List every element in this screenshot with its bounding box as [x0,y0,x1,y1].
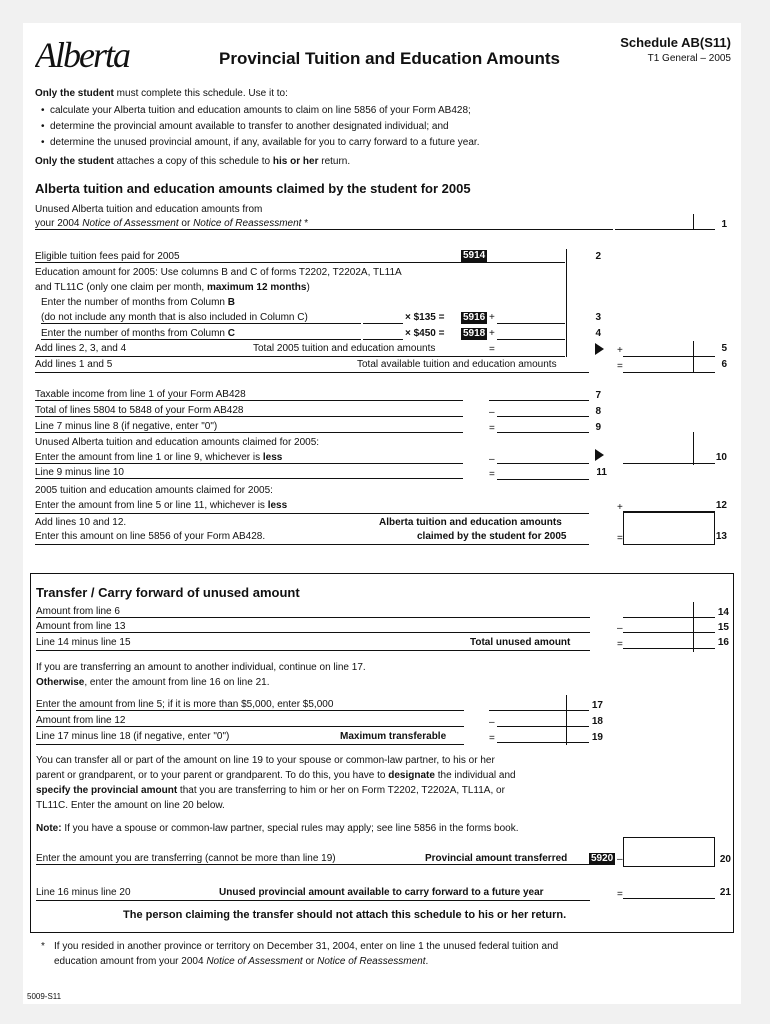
intro-bullet: • determine the unused provincial amount, if any, available for you to carry forward to a future year. [50,137,480,149]
alberta-logo [35,39,155,73]
transfer-paragraph: parent or grandparent, or to your parent or grandparent. To do this, you have to designate the individual and [36,770,516,781]
code-5920: 5920 [591,853,614,864]
no-attach-notice: The person claiming the transfer should not attach this schedule to his or her return. [123,909,567,921]
transfer-instruction: If you are transferring an amount to another individual, continue on line 17. [36,662,366,673]
line-number: 1 [721,219,727,230]
line-number: 12 [715,500,727,511]
transfer-paragraph: You can transfer all or part of the amount on line 19 to your spouse or common-law partner, to his or her [36,755,495,766]
line15-field[interactable] [623,619,715,633]
code-5916: 5916 [463,312,486,323]
line10-field[interactable] [623,450,715,464]
footnote-star: * [41,941,45,952]
line19-field[interactable] [497,729,589,743]
footnote-text: If you resided in another province or territory on December 31, 2004, enter on line 1 the unused federal tuition and [54,941,559,952]
section1-heading: Alberta tuition and education amounts claimed by the student for 2005 [35,181,471,196]
line10-label-a: Unused Alberta tuition and education amounts claimed for 2005: [35,437,320,448]
line17-field[interactable] [489,697,589,711]
line13-total-a: Alberta tuition and education amounts [379,517,562,528]
section2-heading: Transfer / Carry forward of unused amount [36,585,300,600]
transfer-paragraph: specify the provincial amount that you are transferring to him or her on Form T2202, T2202A, TL11A, or [36,785,505,796]
otherwise-instruction: Otherwise, enter the amount from line 16 on line 21. [36,677,270,688]
line3-label-a: Education amount for 2005: Use columns B and C of forms T2202, T2202A, TL11A [35,267,402,278]
line12-field[interactable] [623,498,715,512]
line-number: 4 [595,328,601,339]
code-5914: 5914 [463,250,486,261]
line16-field[interactable] [623,635,715,649]
line-number: 15 [717,622,729,633]
line8-label: Total of lines 5804 to 5848 of your Form AB428 [35,405,463,417]
spouse-note: Note: If you have a spouse or common-law partner, special rules may apply; see line 5856 in the forms book. [36,823,519,834]
line1-label-b: your 2004 Notice of Assessment or Notice of Reassessment * [35,218,613,230]
line15-label: Amount from line 13 [36,621,590,633]
line-number: 2 [595,251,601,262]
transfer-paragraph: TL11C. Enter the amount on line 20 below. [36,800,225,811]
line-number: 10 [715,452,727,463]
line1-field[interactable] [615,216,715,230]
line2-field[interactable] [491,249,565,263]
line6-field[interactable] [623,359,715,373]
line20-field[interactable] [623,837,715,867]
line-number: 20 [719,854,731,865]
intro-line: Only the student must complete this schedule. Use it to: [35,88,288,99]
line7-label: Taxable income from line 1 of your Form AB428 [35,389,463,401]
line12-label-b: Enter the amount from line 5 or line 11, whichever is less [35,500,288,511]
line19-label: Line 17 minus line 18 (if negative, enter "0") [36,731,230,742]
line-number: 9 [595,422,601,433]
line20-total-label: Provincial amount transferred [425,853,568,864]
line21-label: Line 16 minus line 20 [36,887,131,898]
line-number: 7 [595,390,601,401]
line21-total-label: Unused provincial amount available to carry forward to a future year [219,887,544,898]
arrow-icon [595,343,604,355]
line13-label-a: Add lines 10 and 12. [35,517,127,528]
line4-label: Enter the number of months from Column C [41,328,361,340]
schedule-label: Schedule AB(S11) [620,35,731,50]
line3-label-b: and TL11C (only one claim per month, maximum 12 months) [35,282,310,293]
line-number: 18 [591,716,603,727]
footnote-text: education amount from your 2004 Notice of Assessment or Notice of Reassessment. [54,956,429,967]
arrow-icon [595,449,604,461]
line-number: 8 [595,406,601,417]
line11-field[interactable] [497,466,589,480]
line8-field[interactable] [497,403,589,417]
line-number: 13 [715,531,727,542]
line-number: 16 [717,637,729,648]
rate-135: × $135 = [405,312,445,323]
line4-field[interactable] [497,326,565,340]
line3-label-c: Enter the number of months from Column B [41,297,235,308]
code-5918: 5918 [463,328,486,339]
line-number: 5 [721,343,727,354]
line5-field[interactable] [623,343,715,357]
line14-field[interactable] [623,604,715,618]
form-number: 5009-S11 [27,992,62,1001]
line21-field[interactable] [623,885,715,899]
line11-label: Line 9 minus line 10 [35,467,463,479]
form-page: Alberta Provincial Tuition and Education Amounts Schedule AB(S11) T1 General – 2005 Only the student must complete this schedule. Use it to: • calculate your Alberta tuition and education amounts to claim on line 5856 of your Form AB428; • determine the provincial amount available to transfer to another designated individual; and • determine the unused provincial amount, if any, available for you to carry forward to a future year. Only the student attaches a copy of this schedule to his or her return. Alberta tuition and education amounts claimed by the student for 2005 Unused Alberta tuition and education amounts from your 2004 Notice of Assessment or Notice of Reassessment * 1 Eligible tuition fees paid for 2005 5914 2 Education amount for 2005: Use columns B and C of forms T2202, T2202A, TL11A and TL11C (only one claim per month, maximum 12 months) Enter the number of months from Column B (do not include any month that is also included in Column C) × $135 = 5916 + 3 Enter the number of months from Column C × $450 = 5918 + 4 Add lines 2, 3, and 4 Total 2005 tuition and education amounts = + 5 Add lines 1 and 5 Total available tuition and education amounts = 6 Taxable income from line 1 of your Form AB428 7 Total of lines 5804 to 5848 of your Form AB428 – 8 Line 7 minus line 8 (if negative, enter "0") = 9 Unused Alberta tuition and education amounts claimed for 2005: Enter the amount from line 1 or line 9, whichever is less – 10 Line 9 minus line 10 = 11 2005 tuition and education amounts claimed for 2005: Enter the amount from line 5 or line 11, whichever is less + 12 Add lines 10 and 12. Enter this amount on line 5856 of your Form AB428. Alberta tuition and education amounts claimed by the student for 2005 = 13 Transfer / Carry forward of unused amount Amount from line 6 14 Amount from line 13 – 15 Line 14 minus line 15 Total unused amount = 16 If you are transferring an amount to another individual, continue on line 17. Otherwise, enter the amount from line 16 on line 21. Enter the amount from line 5; if it is more than $5,000, enter $5,000 17 Amount from line 12 – 18 Line 17 minus line 18 (if negative, enter "0") Maximum transferable = 19 You can transfer all or part of the amount on line 19 to your spouse or common-law partner, to his or her parent or grandparent, or to your parent or grandparent. To do this, you have to designate the individual and specify the provincial amount that you are transferring to him or her on Form T2202, T2202A, TL11A, or TL11C. Enter the amount on line 20 below. Note: If you have a spouse or common-law partner, special rules may apply; see line 5856 in the forms book. Enter the amount you are transferring (cannot be more than line 19) Provincial amount transferred 5920 – 20 Line 16 minus line 20 Unused provincial amount available to carry forward to a future year = 21 The person claiming the transfer should not attach this schedule to his or her return. * If you resided in another province or territory on December 31, 2004, enter on line 1 the unused federal tuition and education amount from your 2004 Notice of Assessment or Notice of Reassessment. 5009-S11 [23,23,741,1004]
line10-label-b: Enter the amount from line 1 or line 9, whichever is less [35,452,463,464]
line5-total-label: Total 2005 tuition and education amounts [253,343,436,354]
line20-label: Enter the amount you are transferring (cannot be more than line 19) [36,853,590,865]
line4-months-field[interactable] [363,326,403,340]
line19-total-label: Maximum transferable [340,731,447,742]
line7-field[interactable] [489,387,589,401]
line16-label: Line 14 minus line 15 [36,637,131,648]
form-title: Provincial Tuition and Education Amounts [219,49,560,68]
line6-total-label: Total available tuition and education amounts [357,359,557,370]
intro-bullet: • calculate your Alberta tuition and education amounts to claim on line 5856 of your Form AB428; [50,105,471,117]
line-number: 11 [596,467,607,478]
line-number: 6 [721,359,727,370]
line-number: 3 [595,312,601,323]
line13-total-b: claimed by the student for 2005 [417,531,567,542]
line9-label: Line 7 minus line 8 (if negative, enter "0") [35,421,463,433]
line18-label: Amount from line 12 [36,715,464,727]
rate-450: × $450 = [405,328,445,339]
attach-note: Only the student attaches a copy of this schedule to his or her return. [35,156,351,167]
line1-label-a: Unused Alberta tuition and education amounts from [35,204,263,215]
line18-field[interactable] [497,713,589,727]
line-number: 17 [591,700,603,711]
line9-field[interactable] [497,419,589,433]
line6-label: Add lines 1 and 5 [35,359,113,370]
line14-label: Amount from line 6 [36,606,590,618]
line3-months-field[interactable] [363,310,403,324]
line-number: 19 [591,732,603,743]
line-number: 21 [719,887,731,898]
line5-label: Add lines 2, 3, and 4 [35,343,127,354]
line3-field[interactable] [497,310,565,324]
line10-left-field[interactable] [497,450,589,464]
line17-label: Enter the amount from line 5; if it is more than $5,000, enter $5,000 [36,699,464,711]
form-year: T1 General – 2005 [647,53,731,64]
line12-label-a: 2005 tuition and education amounts claimed for 2005: [35,485,273,496]
alberta-logo-text: Alberta [35,39,129,73]
line13-field[interactable] [623,512,715,545]
line3-label-d: (do not include any month that is also included in Column C) [41,312,361,324]
line13-label-b: Enter this amount on line 5856 of your Form AB428. [35,531,266,542]
line-number: 14 [717,607,729,618]
intro-bullet: • determine the provincial amount available to transfer to another designated individual; and [50,121,449,133]
line2-label: Eligible tuition fees paid for 2005 [35,251,565,263]
line16-total-label: Total unused amount [470,637,571,648]
